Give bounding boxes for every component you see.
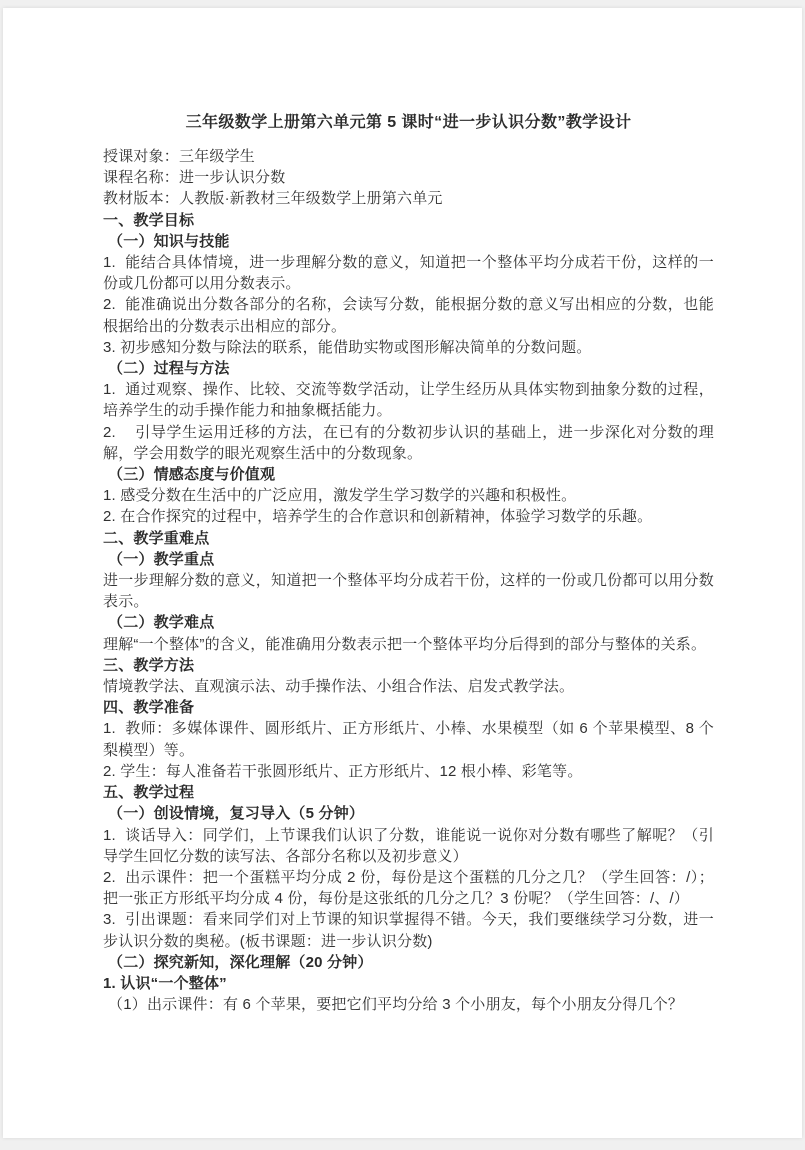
paragraph: 3. 引出课题：看来同学们对上节课的知识掌握得不错。今天，我们要继续学习分数，进一步认识分数的奥秘。(板书课题：进一步认识分数) <box>103 911 714 950</box>
paragraph: 理解“一个整体”的含义，能准确用分数表示把一个整体平均分后得到的部分与整体的关系。 <box>103 635 707 653</box>
document-page <box>3 8 802 1138</box>
paragraph: 1. 谈话导入：同学们，上节课我们认识了分数，谁能说一说你对分数有哪些了解呢？（引导学生回忆分数的读写法、各部分名称以及初步意义） <box>103 826 714 865</box>
section-heading: 五、教学过程 <box>103 784 195 802</box>
paragraph: 2. 学生：每人准备若干张圆形纸片、正方形纸片、12 根小棒、彩笔等。 <box>103 762 583 780</box>
paragraph: 课程名称：进一步认识分数 <box>103 169 286 187</box>
section-heading: （一）创设情境，复习导入（5 分钟） <box>108 805 365 823</box>
paragraph: 2. 能准确说出分数各部分的名称，会读写分数，能根据分数的意义写出相应的分数，也能根据给出的分数表示出相应的部分。 <box>103 296 714 335</box>
section-heading: （二）过程与方法 <box>108 360 230 378</box>
section-heading: （二）探究新知，深化理解（20 分钟） <box>108 953 373 971</box>
paragraph: 2. 在合作探究的过程中，培养学生的合作意识和创新精神，体验学习数学的乐趣。 <box>103 508 653 526</box>
section-heading: （一）教学重点 <box>108 550 215 568</box>
section-heading: 四、教学准备 <box>103 699 195 717</box>
section-heading: 三、教学方法 <box>103 656 195 674</box>
paragraph: （1）出示课件：有 6 个苹果，要把它们平均分给 3 个小朋友，每个小朋友分得几个？ <box>108 996 684 1014</box>
section-heading: 一、教学目标 <box>103 211 195 229</box>
document-title: 三年级数学上册第六单元第 5 课时“进一步认识分数”教学设计 <box>185 114 632 131</box>
section-heading: （二）教学难点 <box>108 614 215 632</box>
paragraph: 进一步理解分数的意义，知道把一个整体平均分成若干份，这样的一份或几份都可以用分数表示。 <box>103 572 714 611</box>
paragraph: 1. 感受分数在生活中的广泛应用，激发学生学习数学的兴趣和积极性。 <box>103 487 577 505</box>
paragraph: 情境教学法、直观演示法、动手操作法、小组合作法、启发式教学法。 <box>103 678 575 696</box>
paragraph: 2. 引导学生运用迁移的方法，在已有的分数初步认识的基础上，进一步深化对分数的理解，学会用数学的眼光观察生活中的分数现象。 <box>103 423 714 462</box>
section-heading: （三）情感态度与价值观 <box>108 466 276 484</box>
section-heading: 1. 认识“一个整体” <box>103 974 227 992</box>
paragraph: 2. 出示课件：把一个蛋糕平均分成 2 份，每份是这个蛋糕的几分之几？（学生回答：/）；把一张正方形纸平均分成 4 份，每份是这张纸的几分之几？3 份呢？（学生回答：/、/） <box>103 868 714 908</box>
section-heading: 二、教学重难点 <box>103 529 210 547</box>
paragraphs <box>103 146 714 1015</box>
paragraph: 1. 通过观察、操作、比较、交流等数学活动，让学生经历从具体实物到抽象分数的过程，培养学生的动手操作能力和抽象概括能力。 <box>103 381 714 420</box>
paragraph: 1. 教师：多媒体课件、圆形纸片、正方形纸片、小棒、水果模型（如 6 个苹果模型、8 个梨模型）等。 <box>103 720 714 759</box>
paragraph: 1. 能结合具体情境，进一步理解分数的意义，知道把一个整体平均分成若干份，这样的一份或几份都可以用分数表示。 <box>103 254 714 293</box>
paragraph: 3. 初步感知分数与除法的联系，能借助实物或图形解决简单的分数问题。 <box>103 338 592 356</box>
paragraph: 授课对象：三年级学生 <box>103 148 256 165</box>
section-heading: （一）知识与技能 <box>108 232 230 250</box>
paragraph: 教材版本：人教版·新教材三年级数学上册第六单元 <box>103 190 443 208</box>
